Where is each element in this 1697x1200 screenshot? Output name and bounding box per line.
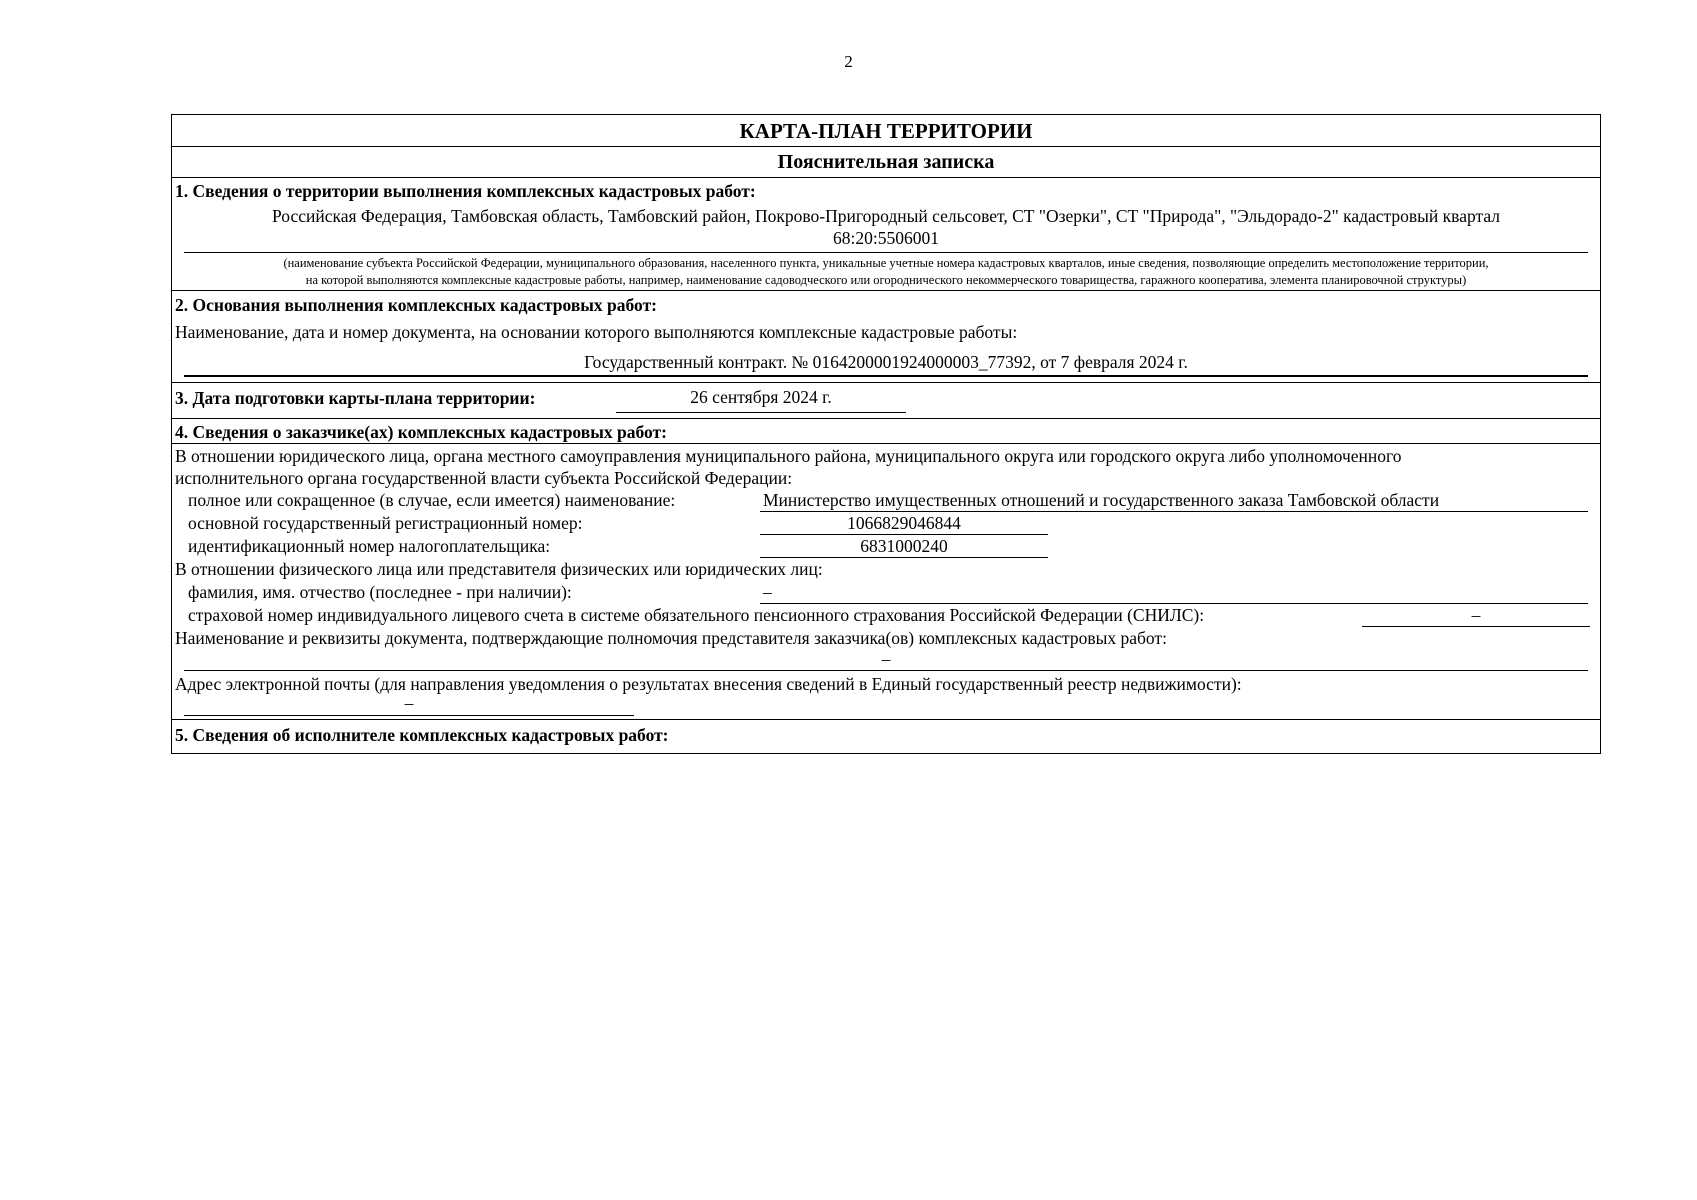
underline xyxy=(760,511,1588,512)
underline xyxy=(760,534,1048,535)
fio-label: фамилия, имя. отчество (последнее - при наличии): xyxy=(188,582,572,602)
underline xyxy=(184,375,1588,377)
preparation-date-value: 26 сентября 2024 г. xyxy=(690,387,832,407)
customer-name-value: Министерство имущественных отношений и государственного заказа Тамбовской области xyxy=(763,490,1440,510)
divider xyxy=(172,290,1600,291)
section1-heading: 1. Сведения о территории выполнения комплексных кадастровых работ: xyxy=(175,181,756,201)
underline xyxy=(616,412,906,413)
snils-label: страховой номер индивидуального лицевого счета в системе обязательного пенсионного страхования Российской Федерации (СНИЛС): xyxy=(188,605,1205,625)
territory-note-line1: (наименование субъекта Российской Федерации, муниципального образования, населенного пункта, уникальные учетные номера кадастровых кварталов, иные сведения, позволяющие определить местоположение территории, xyxy=(283,256,1489,270)
ogrn-label: основной государственный регистрационный номер: xyxy=(188,513,583,533)
basis-document-value: Государственный контракт. № 0164200001924000003_77392, от 7 февраля 2024 г. xyxy=(584,352,1188,372)
section3-heading: 3. Дата подготовки карты-плана территории: xyxy=(175,388,536,408)
inn-value: 6831000240 xyxy=(860,536,948,556)
divider xyxy=(172,443,1600,444)
divider xyxy=(172,418,1600,419)
legal-entity-line2: исполнительного органа государственной власти субъекта Российской Федерации: xyxy=(175,468,793,488)
divider xyxy=(172,146,1600,147)
territory-location-line2: 68:20:5506001 xyxy=(833,228,939,248)
page-number: 2 xyxy=(844,52,853,71)
individual-heading: В отношении физического лица или представителя физических или юридических лиц: xyxy=(175,559,823,579)
ogrn-value: 1066829046844 xyxy=(847,513,961,533)
cadastral-plan-form xyxy=(171,114,1601,754)
section5-heading: 5. Сведения об исполнителе комплексных кадастровых работ: xyxy=(175,725,669,745)
underline xyxy=(760,603,1588,604)
customer-name-label: полное или сокращенное (в случае, если имеется) наименование: xyxy=(188,490,676,510)
snils-value: – xyxy=(1471,605,1481,625)
legal-entity-line1: В отношении юридического лица, органа местного самоуправления муниципального района, муниципального округа или городского округа либо уполномоченного xyxy=(175,446,1402,466)
email-label: Адрес электронной почты (для направления уведомления о результатах внесения сведений в Единый государственный реестр недвижимости): xyxy=(175,674,1242,694)
underline xyxy=(184,670,1588,671)
underline xyxy=(184,715,634,716)
territory-note-line2: на которой выполняются комплексные кадастровые работы, например, наименование садоводческого или огороднического некоммерческого товарищества, гаражного кооператива, элемента планировочной структуры) xyxy=(305,273,1467,287)
underline xyxy=(184,252,1588,253)
divider xyxy=(172,177,1600,178)
inn-label: идентификационный номер налогоплательщика: xyxy=(188,536,551,556)
authority-document-label: Наименование и реквизиты документа, подтверждающие полномочия представителя заказчика(ов) комплексных кадастровых работ: xyxy=(175,628,1167,648)
basis-document-label: Наименование, дата и номер документа, на основании которого выполняются комплексные кадастровые работы: xyxy=(175,322,1018,342)
email-value: – xyxy=(404,693,414,713)
fio-value: – xyxy=(763,582,772,602)
form-title: КАРТА-ПЛАН ТЕРРИТОРИИ xyxy=(739,119,1033,143)
territory-location-line1: Российская Федерация, Тамбовская область, Тамбовский район, Покрово-Пригородный сельсовет, СТ "Озерки", СТ "Природа", "Эльдорадо-2" кадастровый квартал xyxy=(271,206,1501,226)
section2-heading: 2. Основания выполнения комплексных кадастровых работ: xyxy=(175,295,658,315)
form-subtitle: Пояснительная записка xyxy=(777,151,995,173)
divider xyxy=(172,382,1600,383)
section4-heading: 4. Сведения о заказчике(ах) комплексных кадастровых работ: xyxy=(175,422,667,442)
divider xyxy=(172,719,1600,720)
authority-document-value: – xyxy=(881,649,891,669)
underline xyxy=(760,557,1048,558)
underline xyxy=(1362,626,1590,627)
